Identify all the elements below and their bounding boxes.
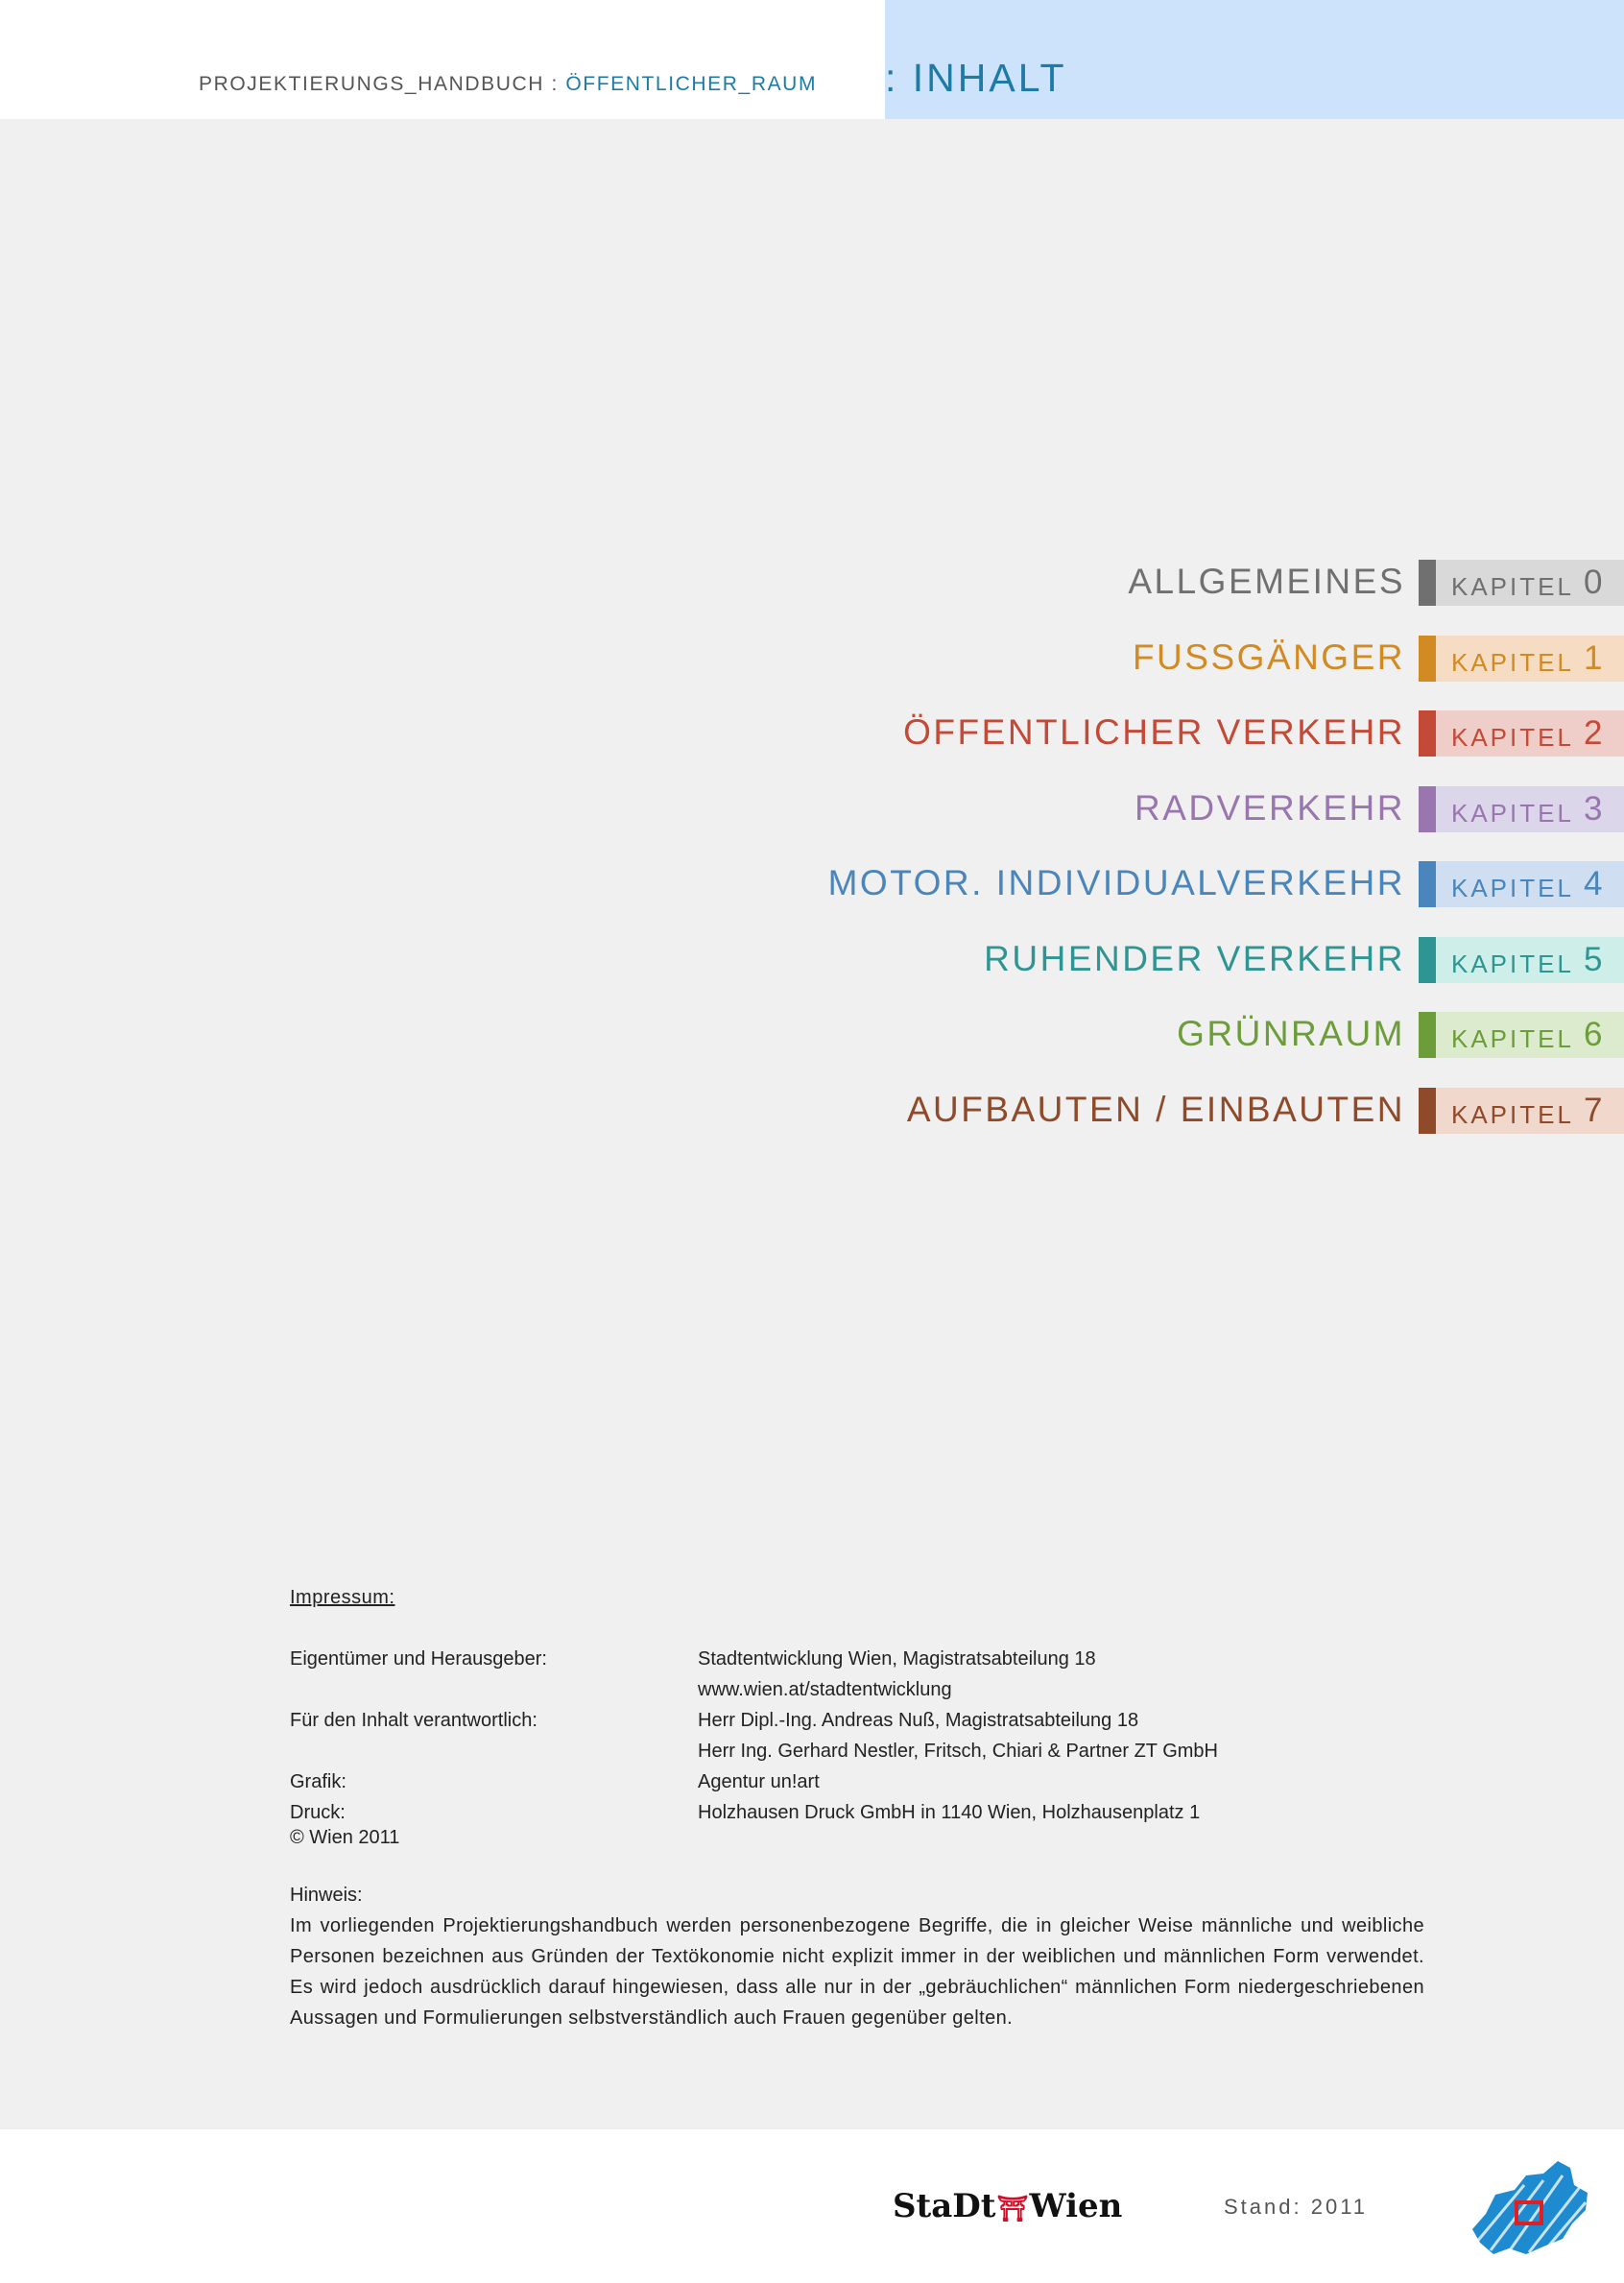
- impressum-key: Druck:: [290, 1802, 346, 1823]
- chapter-row[interactable]: [0, 786, 1624, 832]
- impressum-value: Herr Dipl.-Ing. Andreas Nuß, Magistratsabteilung 18: [698, 1710, 1139, 1731]
- chapter-number: 0: [1583, 564, 1603, 601]
- breadcrumb-current[interactable]: ÖFFENTLICHER_RAUM: [565, 73, 818, 95]
- chapter-row[interactable]: [0, 710, 1624, 757]
- footer: [0, 2129, 1624, 2283]
- chapter-title[interactable]: RUHENDER VERKEHR: [984, 939, 1405, 978]
- chapter-color-bar: [1419, 786, 1436, 832]
- breadcrumb-root[interactable]: PROJEKTIERUNGS_HANDBUCH: [199, 73, 545, 95]
- chapter-color-bar: [1419, 1088, 1436, 1134]
- impressum-value: Agentur un!art: [698, 1771, 820, 1792]
- impressum-heading: Impressum:: [290, 1587, 395, 1608]
- impressum-value: Holzhausen Druck GmbH in 1140 Wien, Holzhausenplatz 1: [698, 1802, 1201, 1823]
- chapter-label: KAPITEL: [1451, 874, 1574, 902]
- note-section: [290, 1880, 1424, 2033]
- chapter-tag[interactable]: [1436, 1012, 1624, 1058]
- chapter-title[interactable]: GRÜNRAUM: [1177, 1014, 1405, 1053]
- chapter-number: 2: [1583, 714, 1603, 752]
- chapter-number: 1: [1583, 639, 1603, 677]
- chapter-color-bar: [1419, 636, 1436, 682]
- logo-text-wien: Wien: [1029, 2187, 1123, 2225]
- chapter-label: KAPITEL: [1451, 572, 1574, 601]
- stand-date: Stand: 2011: [1224, 2195, 1369, 2219]
- chapter-color-bar: [1419, 560, 1436, 606]
- impressum-value: www.wien.at/stadtentwicklung: [698, 1679, 952, 1700]
- vienna-map-icon: [1467, 2147, 1595, 2262]
- chapter-row[interactable]: [0, 1088, 1624, 1134]
- chapter-color-bar: [1419, 710, 1436, 757]
- chapter-tag[interactable]: [1436, 560, 1624, 606]
- copyright: © Wien 2011: [290, 1827, 400, 1848]
- chapter-row[interactable]: [0, 1012, 1624, 1058]
- chapter-tag[interactable]: [1436, 937, 1624, 983]
- chapter-row[interactable]: [0, 636, 1624, 682]
- chapter-tag[interactable]: [1436, 710, 1624, 757]
- breadcrumb: [199, 73, 817, 96]
- chapter-title[interactable]: ÖFFENTLICHER VERKEHR: [903, 712, 1405, 752]
- chapter-label: KAPITEL: [1451, 949, 1574, 978]
- page-title: : INHALT: [885, 56, 1067, 100]
- chapter-label: KAPITEL: [1451, 1100, 1574, 1129]
- chapter-number: 5: [1583, 941, 1603, 978]
- impressum-key: Für den Inhalt verantwortlich:: [290, 1710, 537, 1731]
- chapter-row[interactable]: [0, 937, 1624, 983]
- note-heading: Hinweis:: [290, 1885, 363, 1906]
- chapter-number: 4: [1583, 865, 1603, 902]
- chapter-row[interactable]: [0, 560, 1624, 606]
- chapter-number: 6: [1583, 1016, 1603, 1053]
- chapter-row[interactable]: [0, 861, 1624, 907]
- chapter-tag[interactable]: [1436, 786, 1624, 832]
- note-text: Im vorliegenden Projektierungshandbuch werden personenbezogene Begriffe, die in gleicher Weise männliche und weibliche Personen bezeichnen aus Gründen der Textökonomie nicht explizit immer in der weiblichen und männlichen Form verwendet. Es wird jedoch ausdrücklich darauf hingewiesen, dass alle nur in der „gebräuchlichen“ männlichen Form niedergeschriebenen Aussagen und Formulierungen selbstverständlich auch Frauen gegenüber gelten.: [290, 1915, 1424, 2029]
- chapter-color-bar: [1419, 937, 1436, 983]
- impressum-value: Stadtentwicklung Wien, Magistratsabteilung 18: [698, 1648, 1096, 1670]
- breadcrumb-separator: :: [544, 73, 566, 95]
- chapter-tag[interactable]: [1436, 636, 1624, 682]
- logo-text-stadt: StaDt: [893, 2187, 996, 2225]
- crest-icon: ⛩: [996, 2195, 1029, 2223]
- chapter-title[interactable]: MOTOR. INDIVIDUALVERKEHR: [827, 863, 1405, 902]
- chapter-label: KAPITEL: [1451, 1024, 1574, 1053]
- chapter-color-bar: [1419, 861, 1436, 907]
- chapter-color-bar: [1419, 1012, 1436, 1058]
- header-left-panel: [0, 0, 885, 119]
- impressum-key: Eigentümer und Herausgeber:: [290, 1648, 547, 1670]
- chapter-number: 3: [1583, 790, 1603, 828]
- impressum-key: Grafik:: [290, 1771, 346, 1792]
- chapter-number: 7: [1583, 1092, 1603, 1129]
- chapter-label: KAPITEL: [1451, 723, 1574, 752]
- impressum-value: Herr Ing. Gerhard Nestler, Fritsch, Chiari & Partner ZT GmbH: [698, 1741, 1219, 1762]
- chapter-title[interactable]: FUSSGÄNGER: [1132, 637, 1405, 677]
- chapter-tag[interactable]: [1436, 1088, 1624, 1134]
- chapter-tag[interactable]: [1436, 861, 1624, 907]
- chapter-title[interactable]: AUFBAUTEN / EINBAUTEN: [906, 1090, 1405, 1129]
- chapter-label: KAPITEL: [1451, 648, 1574, 677]
- chapter-label: KAPITEL: [1451, 799, 1574, 828]
- stadt-wien-logo[interactable]: [893, 2187, 1122, 2225]
- chapter-title[interactable]: RADVERKEHR: [1134, 788, 1405, 828]
- chapter-title[interactable]: ALLGEMEINES: [1128, 562, 1405, 601]
